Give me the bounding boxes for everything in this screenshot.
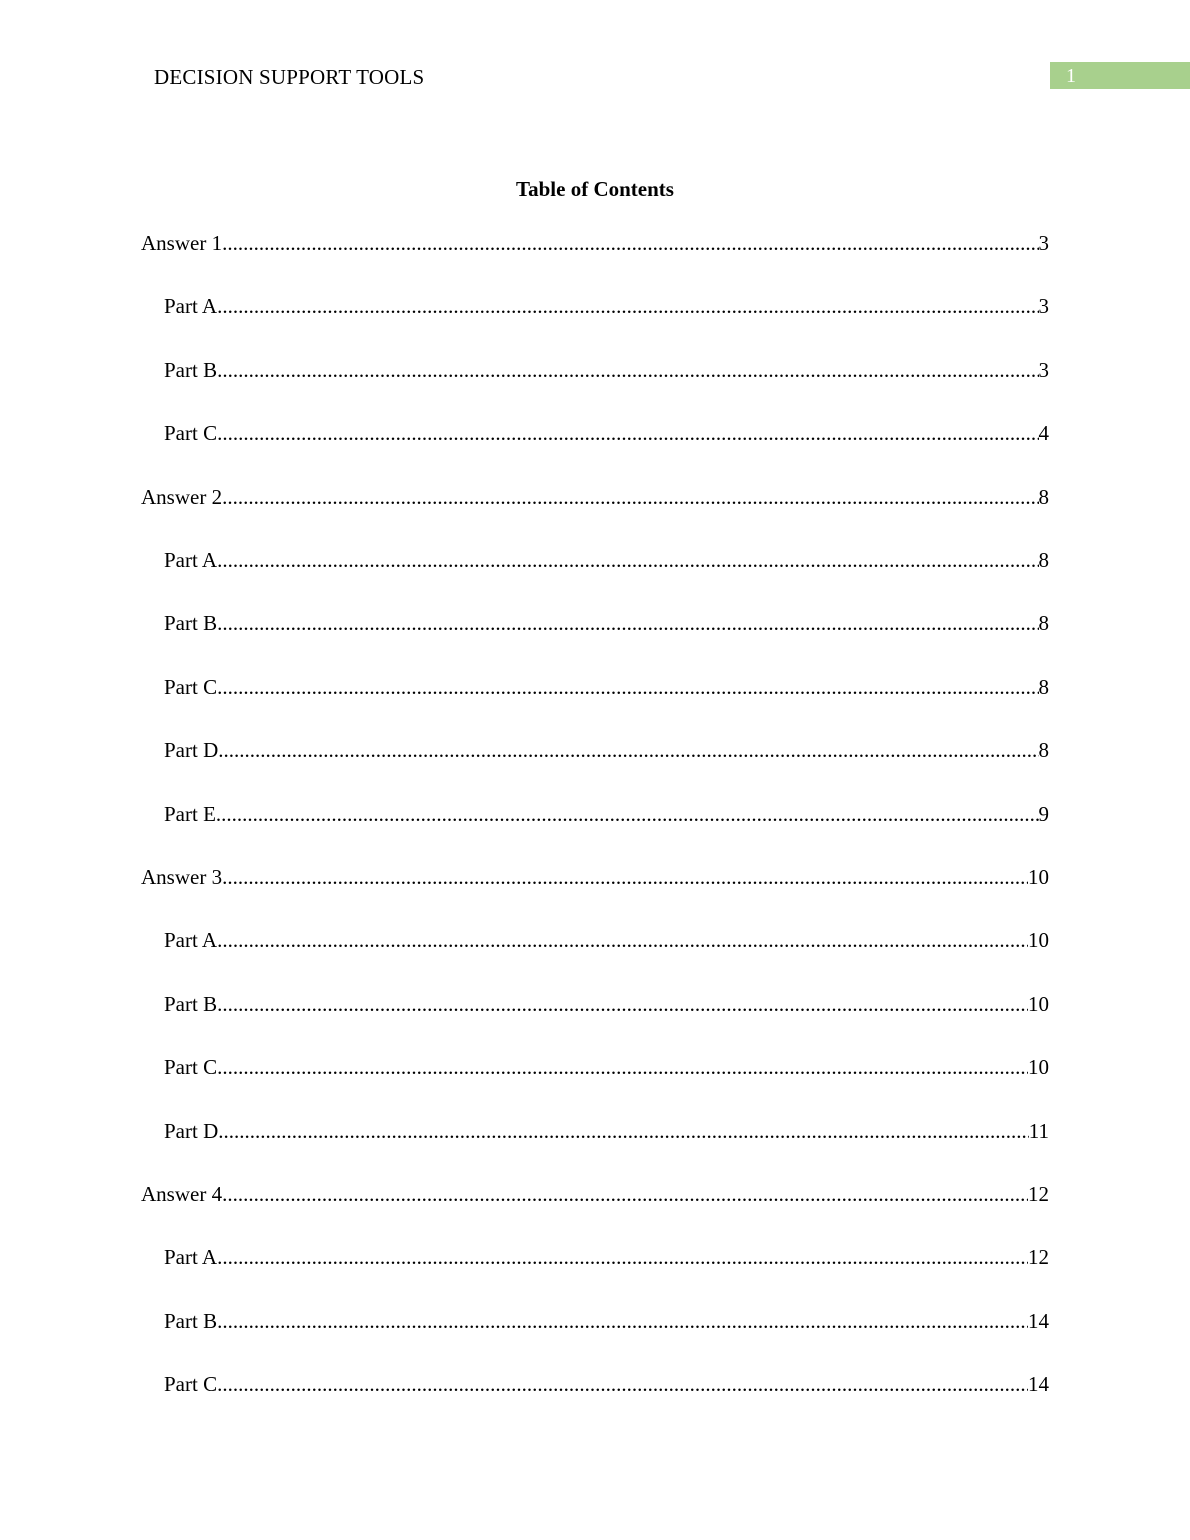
toc-entry[interactable] xyxy=(164,1053,1049,1081)
toc-entry[interactable] xyxy=(164,926,1049,954)
toc-entry[interactable] xyxy=(164,800,1049,828)
running-header-title: DECISION SUPPORT TOOLS xyxy=(154,65,425,89)
toc-entry-page-number: 9 xyxy=(1038,802,1049,826)
toc-entry-page-number: 8 xyxy=(1038,738,1049,762)
toc-heading: Table of Contents xyxy=(516,177,674,201)
toc-entry-page-number: 11 xyxy=(1028,1119,1049,1143)
toc-entry-page-number: 10 xyxy=(1028,1055,1049,1079)
toc-entry-label: Part B xyxy=(164,358,218,382)
toc-entry[interactable] xyxy=(141,1180,1049,1208)
toc-entry-page-number: 12 xyxy=(1028,1182,1049,1206)
toc-dot-leader xyxy=(217,1370,1028,1398)
toc-dot-leader xyxy=(218,1117,1029,1145)
toc-dot-leader xyxy=(222,483,1038,511)
toc-entry-page-number: 14 xyxy=(1028,1309,1049,1333)
toc-dot-leader xyxy=(222,1180,1028,1208)
toc-entry-page-number: 14 xyxy=(1028,1372,1049,1396)
toc-dot-leader xyxy=(217,419,1038,447)
toc-entry-label: Answer 3 xyxy=(141,865,223,889)
toc-entry-page-number: 8 xyxy=(1038,675,1049,699)
toc-dot-leader xyxy=(217,609,1038,637)
toc-dot-leader xyxy=(217,673,1038,701)
toc-entry[interactable] xyxy=(164,1307,1049,1335)
toc-entry[interactable] xyxy=(164,609,1049,637)
toc-entry-label: Part A xyxy=(164,928,218,952)
toc-dot-leader xyxy=(217,1243,1028,1271)
toc-dot-leader xyxy=(217,546,1038,574)
toc-entry-page-number: 3 xyxy=(1038,231,1049,255)
toc-entry-page-number: 3 xyxy=(1038,294,1049,318)
toc-entry-page-number: 8 xyxy=(1038,548,1049,572)
toc-entry[interactable] xyxy=(164,1117,1049,1145)
toc-entry[interactable] xyxy=(141,483,1049,511)
toc-entry-label: Part C xyxy=(164,1372,218,1396)
toc-entry-label: Part E xyxy=(164,802,216,826)
toc-entry[interactable] xyxy=(164,990,1049,1018)
toc-entry[interactable] xyxy=(164,356,1049,384)
toc-entry[interactable] xyxy=(164,1243,1049,1271)
toc-entry-page-number: 4 xyxy=(1038,421,1049,445)
toc-entry-page-number: 12 xyxy=(1028,1245,1049,1269)
toc-dot-leader xyxy=(222,229,1038,257)
toc-entry-page-number: 3 xyxy=(1038,358,1049,382)
toc-entry-label: Answer 2 xyxy=(141,485,223,509)
toc-entry-label: Part C xyxy=(164,421,218,445)
toc-entry-label: Part B xyxy=(164,1309,218,1333)
toc-entry-page-number: 10 xyxy=(1028,992,1049,1016)
toc-entry-label: Part C xyxy=(164,675,218,699)
toc-dot-leader xyxy=(216,800,1039,828)
toc-dot-leader xyxy=(217,990,1028,1018)
toc-entry-label: Answer 1 xyxy=(141,231,223,255)
toc-dot-leader xyxy=(217,292,1038,320)
toc-entry-label: Part A xyxy=(164,548,218,572)
toc-entry[interactable] xyxy=(164,546,1049,574)
toc-entry-label: Part D xyxy=(164,1119,219,1143)
toc-dot-leader xyxy=(218,736,1038,764)
toc-entry-label: Part B xyxy=(164,611,218,635)
toc-dot-leader xyxy=(222,863,1028,891)
toc-entry[interactable] xyxy=(164,419,1049,447)
toc-entry[interactable] xyxy=(164,673,1049,701)
toc-entry-page-number: 10 xyxy=(1028,865,1049,889)
toc-entry[interactable] xyxy=(141,229,1049,257)
toc-entry-label: Part A xyxy=(164,294,218,318)
toc-entry-label: Part D xyxy=(164,738,219,762)
toc-entry-page-number: 8 xyxy=(1038,485,1049,509)
toc-entry-page-number: 10 xyxy=(1028,928,1049,952)
toc-entry[interactable] xyxy=(164,736,1049,764)
toc-dot-leader xyxy=(217,356,1038,384)
toc-dot-leader xyxy=(217,1053,1028,1081)
toc-entry[interactable] xyxy=(141,863,1049,891)
toc-entry-label: Part B xyxy=(164,992,218,1016)
toc-dot-leader xyxy=(217,926,1028,954)
toc-entry[interactable] xyxy=(164,1370,1049,1398)
page-number: 1 xyxy=(1066,65,1076,87)
toc-entry-page-number: 8 xyxy=(1038,611,1049,635)
toc-dot-leader xyxy=(217,1307,1028,1335)
toc-entry-label: Part C xyxy=(164,1055,218,1079)
toc-entry-label: Part A xyxy=(164,1245,218,1269)
toc-entry[interactable] xyxy=(164,292,1049,320)
toc-entry-label: Answer 4 xyxy=(141,1182,223,1206)
